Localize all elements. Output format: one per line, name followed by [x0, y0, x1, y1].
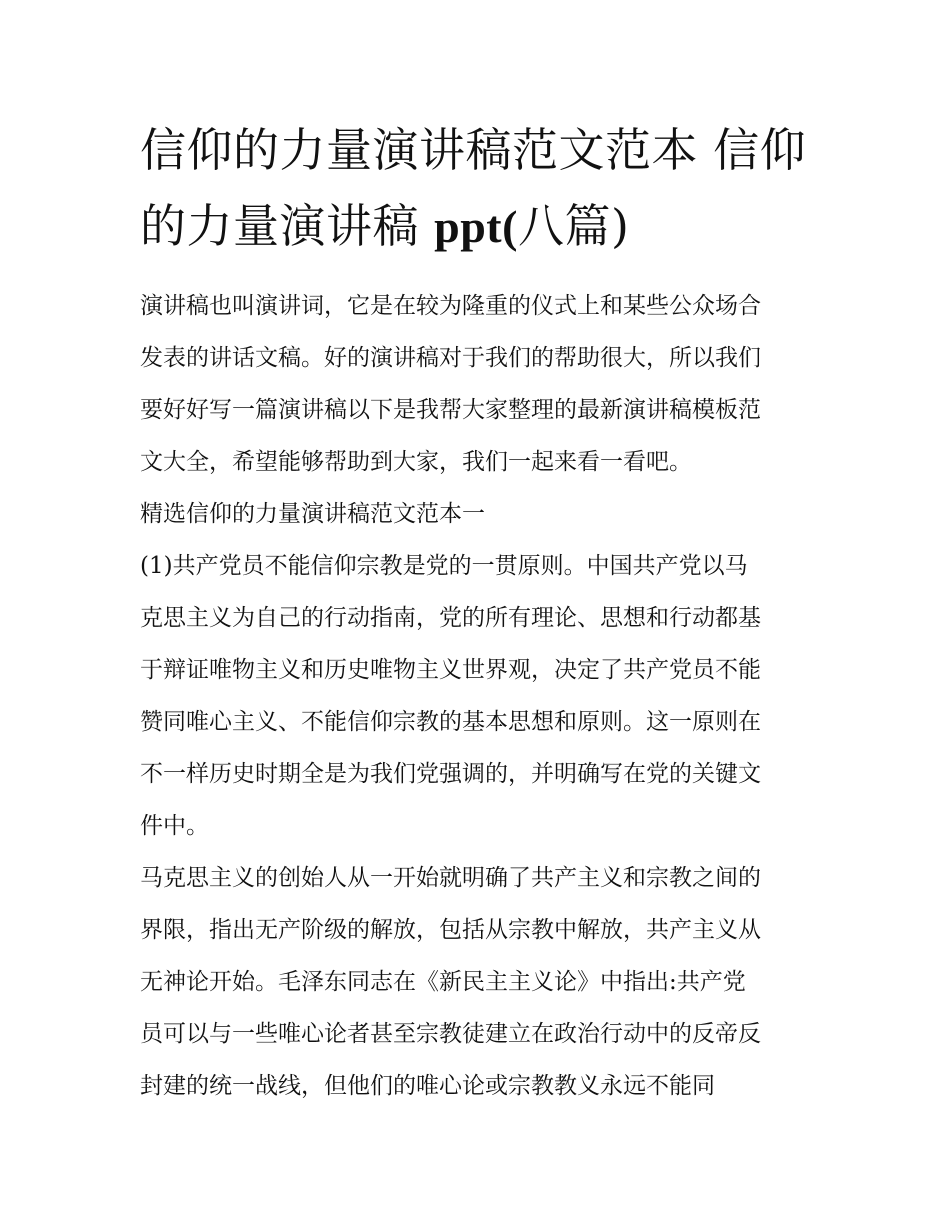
paragraph-line: 封建的统一战线，但他们的唯心论或宗教教义永远不能同: [140, 1073, 715, 1099]
paragraph-line: 不一样历史时期全是为我们党强调的，并明确写在党的关键文: [140, 761, 761, 787]
paragraph-line: 赞同唯心主义、不能信仰宗教的基本思想和原则。这一原则在: [140, 709, 761, 735]
intro-line: 发表的讲话文稿。好的演讲稿对于我们的帮助很大，所以我们: [140, 345, 761, 371]
paragraph-line: 于辩证唯物主义和历史唯物主义世界观，决定了共产党员不能: [140, 657, 761, 683]
paragraph-line: (1)共产党员不能信仰宗教是党的一贯原则。中国共产党以马: [140, 553, 748, 579]
paragraph-line: 员可以与一些唯心论者甚至宗教徒建立在政治行动中的反帝反: [140, 1021, 761, 1047]
paragraph-line: 克思主义为自己的行动指南，党的所有理论、思想和行动都基: [140, 605, 761, 631]
paragraph-one: [140, 540, 815, 852]
paragraph-two: [140, 852, 815, 1112]
title-text-part2: 八篇): [517, 199, 630, 253]
intro-line: 演讲稿也叫演讲词，它是在较为隆重的仪式上和某些公众场合: [140, 293, 761, 319]
paragraph-line: 件中。: [140, 813, 209, 839]
title-text-part1: 信仰的力量演讲稿范文范本 信仰的力量演讲稿: [140, 123, 807, 253]
intro-paragraph: [140, 280, 815, 488]
document-body: [140, 280, 815, 1112]
paragraph-line: 界限，指出无产阶级的解放，包括从宗教中解放，共产主义从: [140, 917, 761, 943]
paragraph-line: 无神论开始。毛泽东同志在《新民主主义论》中指出:共产党: [140, 969, 746, 995]
paragraph-line: 马克思主义的创始人从一开始就明确了共产主义和宗教之间的: [140, 865, 761, 891]
section-heading: 精选信仰的力量演讲稿范文范本一: [140, 501, 485, 527]
title-text-latin: ppt(: [434, 201, 518, 252]
intro-line: 文大全，希望能够帮助到大家，我们一起来看一看吧。: [140, 449, 692, 475]
document-title: [140, 112, 820, 265]
intro-line: 要好好写一篇演讲稿以下是我帮大家整理的最新演讲稿模板范: [140, 397, 761, 423]
